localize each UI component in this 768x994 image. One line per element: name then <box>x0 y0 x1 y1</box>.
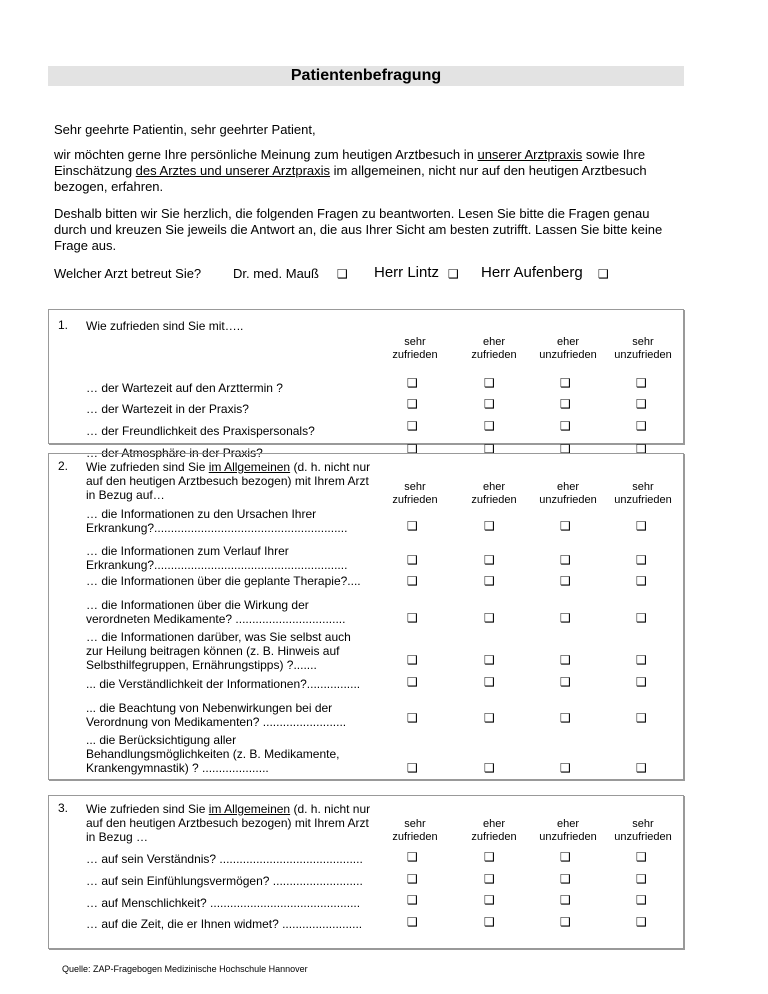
scale-header: eher unzufrieden <box>539 336 597 361</box>
rating-checkbox[interactable]: ❑ <box>484 761 495 775</box>
rating-checkbox[interactable]: ❑ <box>560 442 571 456</box>
section-1-question: Wie zufrieden sind Sie mit….. <box>86 319 244 333</box>
rating-checkbox[interactable]: ❑ <box>407 915 418 929</box>
section-3-item: … auf die Zeit, die er Ihnen widmet? ........................ <box>86 917 363 931</box>
rating-checkbox[interactable]: ❑ <box>484 915 495 929</box>
scale-header: eher zufrieden <box>471 818 517 843</box>
rating-checkbox[interactable]: ❑ <box>407 653 418 667</box>
scale-header: sehr unzufrieden <box>614 818 672 843</box>
rating-checkbox[interactable]: ❑ <box>560 376 571 390</box>
scale-header: eher zufrieden <box>471 481 517 506</box>
doctor-option-mauss-checkbox[interactable]: ❑ <box>337 267 348 281</box>
rating-checkbox[interactable]: ❑ <box>636 675 647 689</box>
rating-checkbox[interactable]: ❑ <box>636 419 647 433</box>
section-2-item: … die Informationen über die Wirkung der verordneten Medikamente? ................................. <box>86 598 346 626</box>
intro-text-2: sowie Ihre Einschätzung <box>54 147 646 178</box>
rating-checkbox[interactable]: ❑ <box>560 893 571 907</box>
instructions: Deshalb bitten wir Sie herzlich, die folgenden Fragen zu beantworten. Lesen Sie bitte die Fragen genau durch und kreuzen Sie jeweils die Antwort an, die aus Ihrer Sicht am besten zutrifft. Lassen Sie bitte keine Frage aus. <box>54 206 663 253</box>
rating-checkbox[interactable]: ❑ <box>636 653 647 667</box>
rating-checkbox[interactable]: ❑ <box>484 519 495 533</box>
rating-checkbox[interactable]: ❑ <box>407 397 418 411</box>
doctor-option-lintz-checkbox[interactable]: ❑ <box>448 267 459 281</box>
scale-header: sehr unzufrieden <box>614 336 672 361</box>
scale-header: sehr zufrieden <box>392 481 438 506</box>
rating-checkbox[interactable]: ❑ <box>636 761 647 775</box>
scale-header: eher unzufrieden <box>539 481 597 506</box>
section-2-item: … die Informationen zu den Ursachen Ihrer Erkrankung?.......................................................... <box>86 507 348 535</box>
section-3-item: … auf sein Einfühlungsvermögen? ........................... <box>86 874 363 888</box>
doctor-question: Welcher Arzt betreut Sie? <box>54 266 202 281</box>
rating-checkbox[interactable]: ❑ <box>636 611 647 625</box>
rating-checkbox[interactable]: ❑ <box>636 376 647 390</box>
rating-checkbox[interactable]: ❑ <box>636 850 647 864</box>
rating-checkbox[interactable]: ❑ <box>484 574 495 588</box>
scale-header: eher unzufrieden <box>539 818 597 843</box>
rating-checkbox[interactable]: ❑ <box>407 675 418 689</box>
intro-text-1: wir möchten gerne Ihre persönliche Meinung zum heutigen Arztbesuch in <box>54 147 478 162</box>
intro-paragraph <box>54 147 684 195</box>
rating-checkbox[interactable]: ❑ <box>407 872 418 886</box>
intro-underline-2: des Arztes und unserer Arztpraxis <box>135 163 331 178</box>
section-3-question: Wie zufrieden sind Sie im Allgemeinen (d. h. nicht nur auf den heutigen Arztbesuch bezogen) mit Ihrem Arzt in Bezug … <box>86 802 371 844</box>
scale-header: sehr zufrieden <box>392 818 438 843</box>
rating-checkbox[interactable]: ❑ <box>407 574 418 588</box>
rating-checkbox[interactable]: ❑ <box>636 893 647 907</box>
rating-checkbox[interactable]: ❑ <box>484 675 495 689</box>
rating-checkbox[interactable]: ❑ <box>560 711 571 725</box>
rating-checkbox[interactable]: ❑ <box>407 419 418 433</box>
rating-checkbox[interactable]: ❑ <box>560 519 571 533</box>
scale-header: sehr unzufrieden <box>614 481 672 506</box>
scale-header: sehr zufrieden <box>392 336 438 361</box>
rating-checkbox[interactable]: ❑ <box>407 893 418 907</box>
section-2-item: … die Informationen darüber, was Sie selbst auch zur Heilung beitragen können (z. B. Hinweis auf Selbsthilfegruppen, Ernährungstipps) ?....... <box>86 630 351 672</box>
section-3-item: … auf sein Verständnis? ........................................... <box>86 852 363 866</box>
section-2-item: ... die Beachtung von Nebenwirkungen bei der Verordnung von Medikamenten? ......................... <box>86 701 347 729</box>
section-2-question: Wie zufrieden sind Sie im Allgemeinen (d. h. nicht nur auf den heutigen Arztbesuch bezogen) mit Ihrem Arzt in Bezug auf… <box>86 460 371 502</box>
rating-checkbox[interactable]: ❑ <box>407 519 418 533</box>
section-2-item: … die Informationen zum Verlauf Ihrer Erkrankung?.......................................................... <box>86 544 348 572</box>
rating-checkbox[interactable]: ❑ <box>560 915 571 929</box>
rating-checkbox[interactable]: ❑ <box>407 761 418 775</box>
section-1-item: … der Wartezeit auf den Arzttermin ? <box>86 381 283 395</box>
rating-checkbox[interactable]: ❑ <box>484 872 495 886</box>
page-title: Patientenbefragung <box>290 67 442 84</box>
section-3-number: 3. <box>58 801 69 815</box>
rating-checkbox[interactable]: ❑ <box>560 419 571 433</box>
section-3-item: … auf Menschlichkeit? ............................................. <box>86 896 361 910</box>
scale-header: eher zufrieden <box>471 336 517 361</box>
rating-checkbox[interactable]: ❑ <box>560 675 571 689</box>
rating-checkbox[interactable]: ❑ <box>407 611 418 625</box>
rating-checkbox[interactable]: ❑ <box>560 574 571 588</box>
rating-checkbox[interactable]: ❑ <box>407 553 418 567</box>
rating-checkbox[interactable]: ❑ <box>560 850 571 864</box>
rating-checkbox[interactable]: ❑ <box>636 397 647 411</box>
rating-checkbox[interactable]: ❑ <box>484 653 495 667</box>
doctor-option-aufenberg-checkbox[interactable]: ❑ <box>598 267 609 281</box>
section-2-number: 2. <box>58 459 69 473</box>
section-1-item: … der Wartezeit in der Praxis? <box>86 402 249 416</box>
rating-checkbox[interactable]: ❑ <box>484 419 495 433</box>
rating-checkbox[interactable]: ❑ <box>560 397 571 411</box>
rating-checkbox[interactable]: ❑ <box>484 611 495 625</box>
rating-checkbox[interactable]: ❑ <box>484 850 495 864</box>
section-1-number: 1. <box>58 318 69 332</box>
section-1-item: … der Atmosphäre in der Praxis? <box>86 446 263 460</box>
rating-checkbox[interactable]: ❑ <box>484 893 495 907</box>
section-2-item: ... die Berücksichtigung aller Behandlungsmöglichkeiten (z. B. Medikamente, Krankengymnastik) ? .................... <box>86 733 340 775</box>
rating-checkbox[interactable]: ❑ <box>636 872 647 886</box>
rating-checkbox[interactable]: ❑ <box>484 397 495 411</box>
doctor-option-lintz-label: Herr Lintz <box>374 264 440 281</box>
rating-checkbox[interactable]: ❑ <box>484 442 495 456</box>
rating-checkbox[interactable]: ❑ <box>636 574 647 588</box>
rating-checkbox[interactable]: ❑ <box>484 376 495 390</box>
rating-checkbox[interactable]: ❑ <box>560 872 571 886</box>
section-1-item: … der Freundlichkeit des Praxispersonals? <box>86 424 315 438</box>
rating-checkbox[interactable]: ❑ <box>407 442 418 456</box>
footer-source: Quelle: ZAP-Fragebogen Medizinische Hochschule Hannover <box>62 964 308 974</box>
section-2-item: … die Informationen über die geplante Therapie?.... <box>86 574 361 588</box>
rating-checkbox[interactable]: ❑ <box>407 850 418 864</box>
rating-checkbox[interactable]: ❑ <box>484 711 495 725</box>
rating-checkbox[interactable]: ❑ <box>560 761 571 775</box>
intro-underline-1: unserer Arztpraxis <box>477 147 583 162</box>
rating-checkbox[interactable]: ❑ <box>407 376 418 390</box>
doctor-option-aufenberg-label: Herr Aufenberg <box>481 264 583 281</box>
rating-checkbox[interactable]: ❑ <box>636 442 647 456</box>
rating-checkbox[interactable]: ❑ <box>484 553 495 567</box>
rating-checkbox[interactable]: ❑ <box>636 519 647 533</box>
section-2-item: ... die Verständlichkeit der Informationen?................ <box>86 677 361 691</box>
salutation: Sehr geehrte Patientin, sehr geehrter Patient, <box>54 122 316 137</box>
doctor-option-mauss-label: Dr. med. Mauß <box>233 266 319 281</box>
intro-text-3: im allgemeinen, nicht nur auf den heutigen Arztbesuch bezogen, erfahren. <box>54 163 647 194</box>
rating-checkbox[interactable]: ❑ <box>560 553 571 567</box>
rating-checkbox[interactable]: ❑ <box>636 553 647 567</box>
rating-checkbox[interactable]: ❑ <box>636 915 647 929</box>
rating-checkbox[interactable]: ❑ <box>636 711 647 725</box>
rating-checkbox[interactable]: ❑ <box>560 611 571 625</box>
rating-checkbox[interactable]: ❑ <box>407 711 418 725</box>
rating-checkbox[interactable]: ❑ <box>560 653 571 667</box>
